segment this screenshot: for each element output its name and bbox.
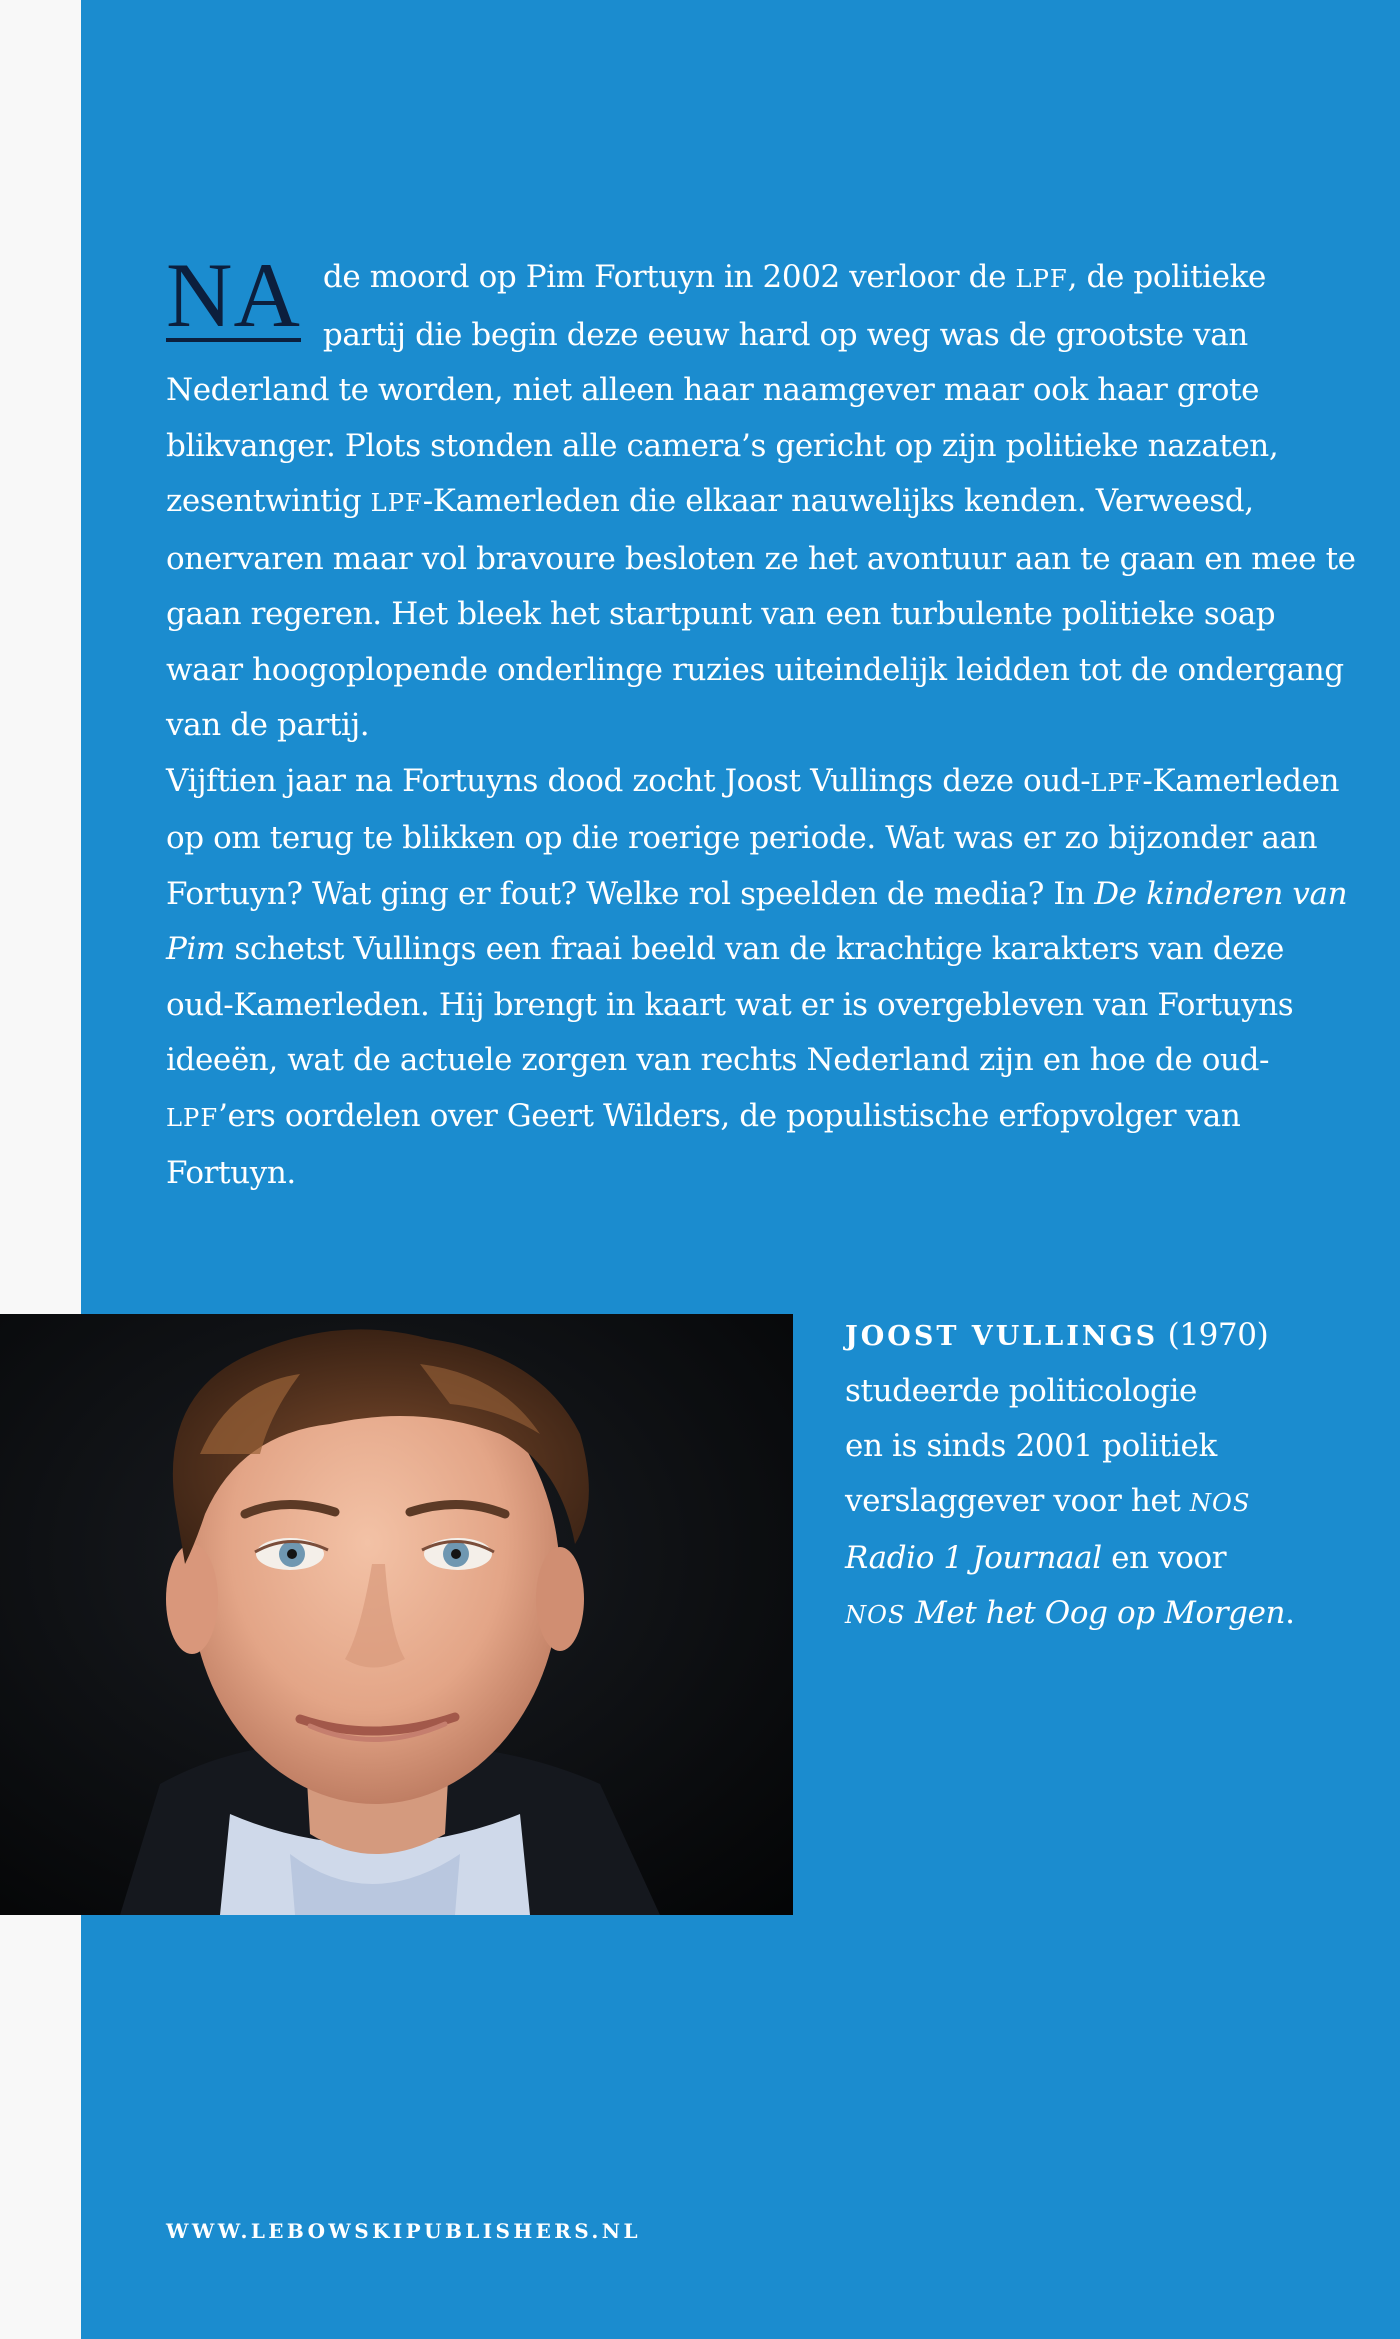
blurb-paragraph-2 <box>166 754 1356 1202</box>
bio-line-6 <box>845 1586 1365 1643</box>
blurb-paragraph-1 <box>166 244 1356 754</box>
bio-line-2: studeerde politicologie <box>845 1373 1197 1409</box>
author-name: JOOST VULLINGS <box>845 1321 1159 1352</box>
bio-nos-2: NOS <box>845 1601 906 1629</box>
p2-run-3: De kinderen van Pim <box>166 875 1348 967</box>
p1-run-2: , de politieke partij die begin deze eeuw hard op weg was de grootste van Nederland te worden, niet alleen haar naamgever maar ook haar grote blikvanger. Plots stonden alle camera’s gericht op zijn politieke nazaten, zesentwintig <box>166 259 1279 519</box>
author-birth-year: (1970) <box>1158 1317 1269 1353</box>
p2-run-0: Vijftien jaar na Fortuyns dood zocht Joost Vullings deze oud- <box>166 762 1091 799</box>
author-portrait-icon <box>0 1314 793 1915</box>
p2-run-2: -Kamerleden op om terug te blikken op die roerige periode. Wat was er zo bijzonder aan Fortuyn? Wat ging er fout? Welke rol speelden de media? In <box>166 762 1340 912</box>
bio-line-name <box>845 1308 1365 1364</box>
p1-run-1: LPF <box>1015 265 1068 293</box>
p2-run-6: ’ers oordelen over Geert Wilders, de populistische erfopvolger van Fortuyn. <box>166 1097 1241 1191</box>
bio-text: en voor <box>1101 1540 1227 1576</box>
p2-run-1: LPF <box>1090 768 1143 797</box>
bio-line-3: en is sinds 2001 politiek <box>845 1428 1217 1464</box>
p1-run-0: de moord op Pim Fortuyn in 2002 verloor de <box>322 259 1016 295</box>
p2-run-5: LPF <box>166 1103 219 1132</box>
white-margin-strip <box>0 0 81 2339</box>
bio-line-4 <box>845 1474 1365 1531</box>
drop-cap: NA <box>166 244 301 346</box>
bio-line-5 <box>845 1531 1365 1586</box>
blurb-text <box>166 244 1356 1202</box>
p1-run-3: LPF <box>370 489 423 517</box>
bio-text: verslaggever voor het <box>845 1483 1190 1519</box>
p2-run-4: schetst Vullings een fraai beeld van de krachtige karakters van deze oud-Kamerleden. Hij brengt in kaart wat er is overgebleven van Fortuyns ideeën, wat de actuele zorgen van rechts Nederland zijn en hoe de oud- <box>166 931 1294 1078</box>
author-photo <box>0 1314 793 1915</box>
bio-nos-1: NOS <box>1189 1489 1251 1517</box>
bio-program-1: Radio 1 Journaal <box>845 1540 1102 1576</box>
p1-run-4: -Kamerleden die elkaar nauwelijks kenden. Verweesd, onervaren maar vol bravoure besloten ze het avontuur aan te gaan en mee te gaan regeren. Het bleek het startpunt van een turbulente politieke soap waar hoogoplopende onderlinge ruzies uiteindelijk leidden tot de ondergang van de partij. <box>166 483 1356 743</box>
bio-text: . <box>1285 1595 1295 1631</box>
author-bio <box>845 1308 1365 1643</box>
publisher-website: WWW.LEBOWSKIPUBLISHERS.NL <box>166 2219 641 2243</box>
bio-program-2: Met het Oog op Morgen <box>905 1595 1286 1631</box>
